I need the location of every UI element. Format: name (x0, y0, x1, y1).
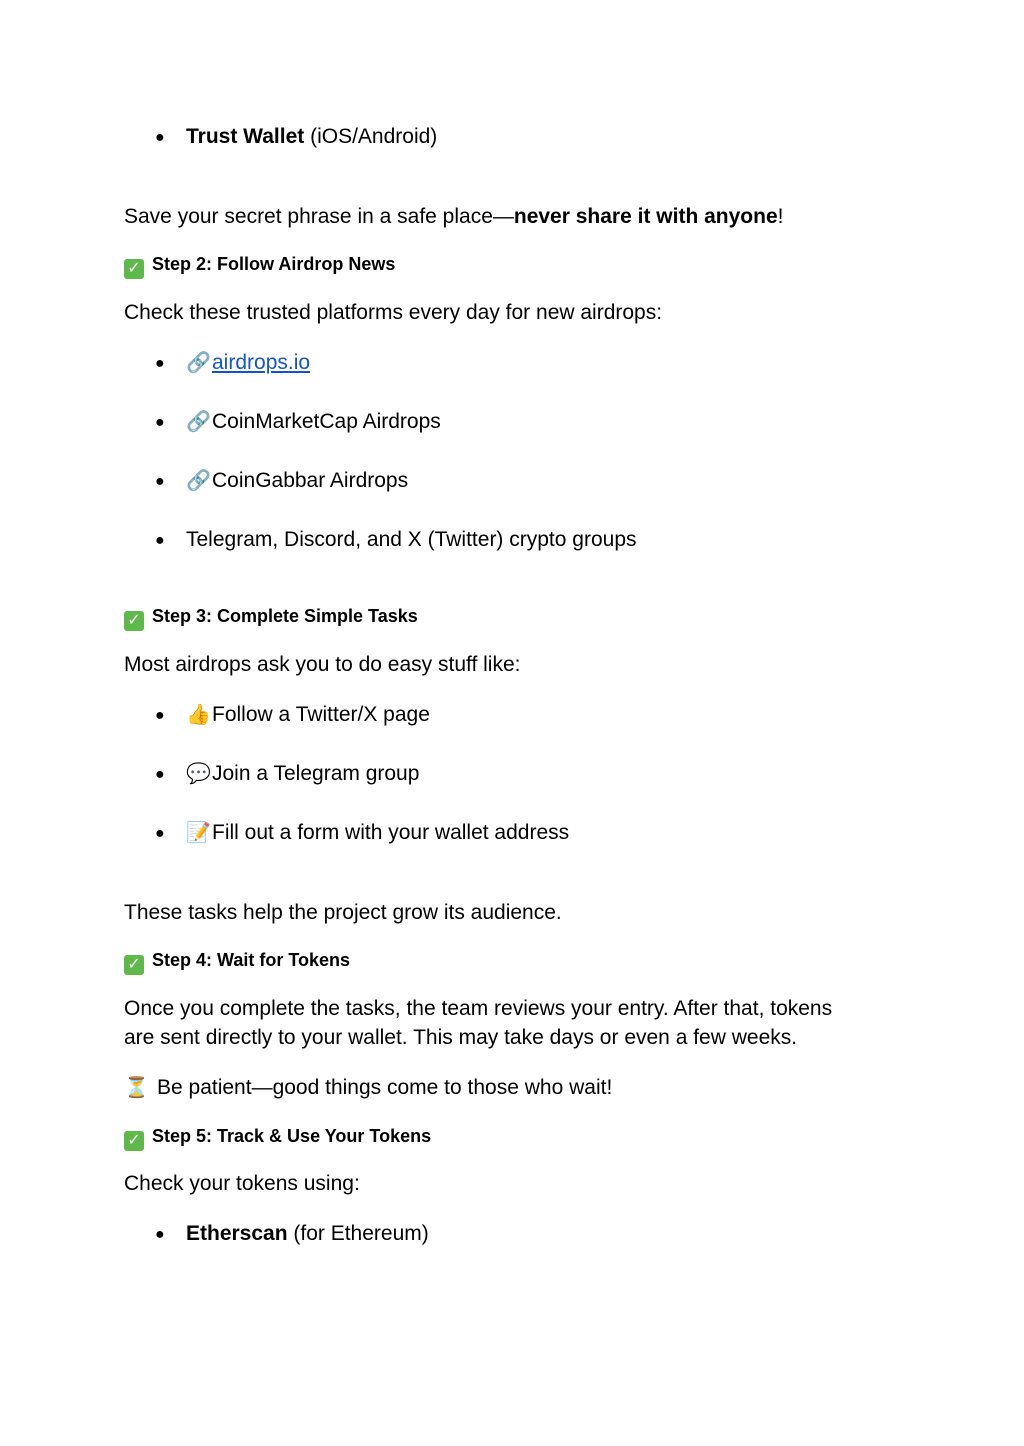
speech-bubble-icon: 💬 (186, 763, 211, 785)
memo-icon: 📝 (186, 822, 211, 844)
step5-intro: Check your tokens using: (124, 1172, 360, 1195)
coinmarketcap-airdrops-text: CoinMarketCap Airdrops (212, 410, 441, 433)
patience-note: ⏳ Be patient—good things come to those who wait! (124, 1076, 613, 1099)
etherscan-name: Etherscan (186, 1222, 288, 1245)
hourglass-icon: ⏳ (124, 1077, 149, 1099)
airdrops-io-link[interactable]: airdrops.io (212, 351, 311, 374)
link-icon: 🔗 (186, 352, 211, 374)
check-mark-icon: ✓ (124, 259, 144, 279)
link-icon: 🔗 (186, 470, 211, 492)
trust-wallet-name: Trust Wallet (186, 125, 305, 148)
secret-phrase-paragraph: Save your secret phrase in a safe place—never share it with anyone! (124, 205, 784, 228)
trust-wallet-platforms: (iOS/Android) (304, 125, 438, 148)
social-groups-text: Telegram, Discord, and X (Twitter) crypto groups (186, 528, 637, 551)
step3-heading: ✓ Step 3: Complete Simple Tasks (124, 606, 418, 631)
check-mark-icon: ✓ (124, 611, 144, 631)
secret-phrase-warning: never share it with anyone (513, 205, 778, 228)
step5-heading: ✓ Step 5: Track & Use Your Tokens (124, 1126, 431, 1151)
step2-heading: ✓ Step 2: Follow Airdrop News (124, 254, 395, 279)
step4-paragraph-line2: are sent directly to your wallet. This may take days or even a few weeks. (124, 1026, 798, 1049)
step4-heading: ✓ Step 4: Wait for Tokens (124, 950, 350, 975)
check-mark-icon: ✓ (124, 1131, 144, 1151)
step2-intro: Check these trusted platforms every day for new airdrops: (124, 301, 663, 324)
coingabbar-airdrops-text: CoinGabbar Airdrops (212, 469, 409, 492)
check-mark-icon: ✓ (124, 955, 144, 975)
step4-paragraph-line1: Once you complete the tasks, the team reviews your entry. After that, tokens (124, 997, 833, 1020)
thumbs-up-icon: 👍 (186, 704, 211, 726)
step3-outro: These tasks help the project grow its audience. (124, 901, 562, 924)
bullet-dot: ● (155, 129, 165, 146)
link-icon: 🔗 (186, 411, 211, 433)
step3-intro: Most airdrops ask you to do easy stuff like: (124, 653, 521, 676)
